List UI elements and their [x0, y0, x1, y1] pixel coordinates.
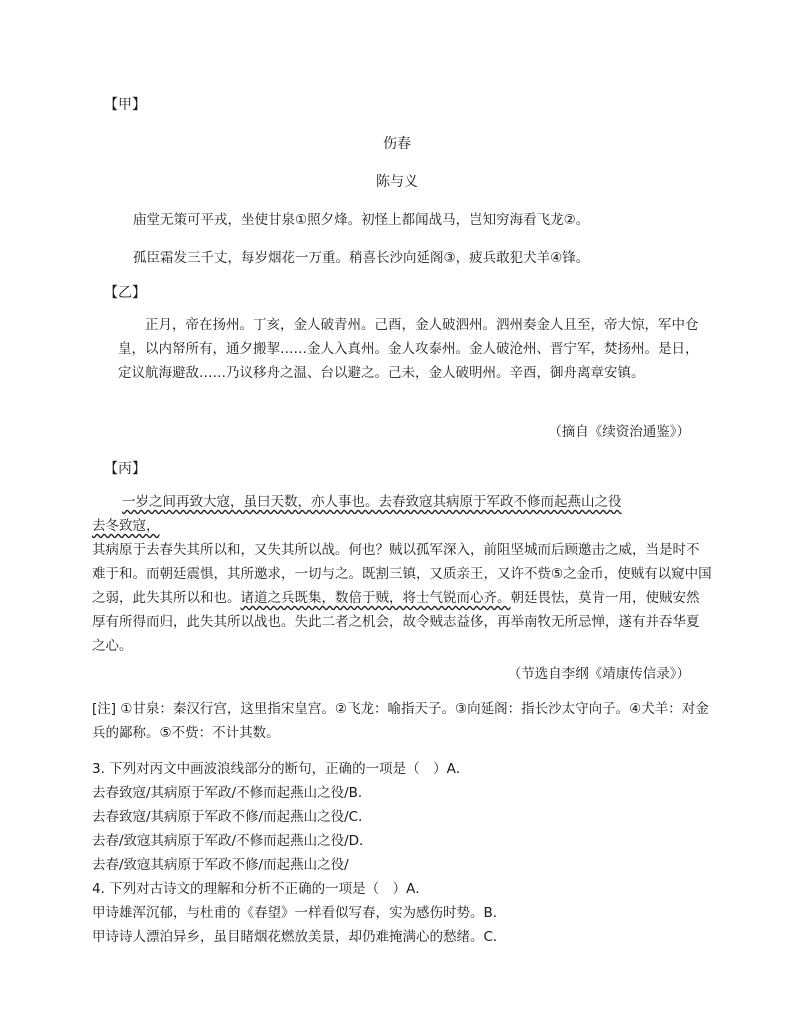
poem-title: 伤春: [383, 136, 411, 152]
poem-line-1: 庙堂无策可平戎，坐使甘泉①照夕烽。初怪上都闻战马，岂知穷海看飞龙②。: [133, 212, 590, 228]
wavy-underlined-text-2: 去冬致寇，: [92, 518, 160, 534]
yi-source: （摘自《续资治通鉴》）: [548, 424, 690, 440]
bing-source: （节选自李纲《靖康传信录》）: [507, 666, 690, 682]
bing-text-c: 朝廷畏怯，莫肯一用，使贼安然厚有所得而归，此失其所以战也。失此二者之机会，故令贼志益侈，再举南牧无所忌惮，遂有并吞华夏之心。: [92, 590, 700, 654]
question-line: 去春致寇/其病原于军政/不修而起燕山之役/B．: [92, 785, 372, 801]
question-line: 去春/致寇其病原于军政不修/而起燕山之役/: [92, 857, 349, 873]
poem-line-2: 孤臣霜发三千丈，每岁烟花一万重。稍喜长沙向延阁③，疲兵敢犯犬羊④锋。: [133, 250, 590, 266]
question-line: 3. 下列对丙文中画波浪线部分的断句，正确的一项是（ ）A．: [92, 761, 470, 777]
question-line: 甲诗雄浑沉郁，与杜甫的《春望》一样看似写春，实为感伤时势。B．: [92, 905, 507, 921]
section-label-bing: 【丙】: [104, 461, 146, 477]
section-label-jia: 【甲】: [104, 97, 146, 113]
bing-text-a: 其病原于去春失其所以和，又失其所以战。何也？贼以孤军深入，前阻坚城而后顾邀击之威，当是时不难于和。而朝廷震惧，其所邀求，一切与之。既割三镇，又质亲王，又许不赀⑤之金币，使贼有以窥中国之弱，此失其所以和也。: [92, 542, 712, 606]
questions-block: [92, 757, 712, 949]
question-line: 4. 下列对古诗文的理解和分析不正确的一项是（ ）A．: [92, 881, 429, 897]
question-line: 去春致寇/其病原于军政不修/而起燕山之役/C．: [92, 809, 372, 825]
yi-passage: 正月，帝在扬州。丁亥，金人破青州。己酉，金人破泗州。泗州奏金人且至，帝大惊，军中仓皇，以内帑所有，通夕搬挈……金人入真州。金人攻泰州。金人破沧州、晋宁军，焚扬州。是日，定议航海避敌……乃议移舟之温、台以避之。己未，金人破明州。辛酉，御舟离章安镇。: [118, 317, 699, 381]
bing-passage: [92, 490, 712, 658]
wavy-underlined-text-1: 一岁之间再致大寇，虽曰天数，亦人事也。去春致寇其病原于军政不修而起燕山之役: [122, 494, 622, 510]
wavy-underlined-text-3: 诸道之兵既集，数倍于贼，将士气锐而心齐。: [240, 590, 511, 606]
annotation-note: [注] ①甘泉：秦汉行宫，这里指宋皇宫。②飞龙：喻指天子。③向延阁：指长沙太守向子。④犬羊：对金兵的鄙称。⑤不赀：不计其数。: [92, 701, 709, 741]
section-label-yi: 【乙】: [104, 285, 146, 301]
poem-author: 陈与义: [376, 174, 418, 190]
question-line: 甲诗诗人漂泊异乡，虽目睹烟花燃放美景，却仍难掩满心的愁绪。C．: [92, 929, 507, 945]
question-line: 去春/致寇其病原于军政/不修而起燕山之役/D．: [92, 833, 373, 849]
